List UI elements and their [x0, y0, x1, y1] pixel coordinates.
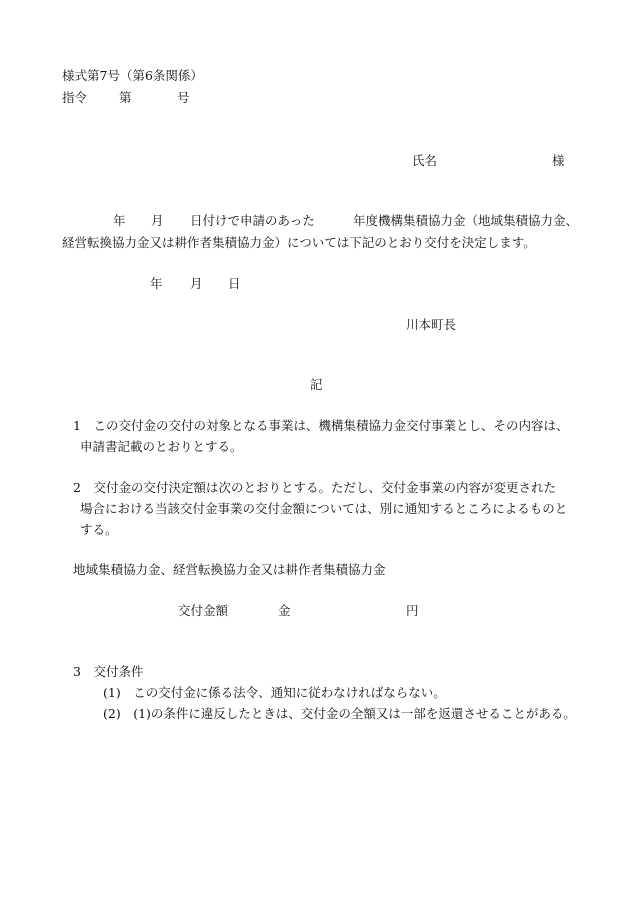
- body-month: 月: [151, 213, 164, 228]
- item-1-line-1: 1 この交付金の交付の対象となる事業は、機構集積協力金交付事業とし、その内容は、: [73, 418, 569, 433]
- body-date-text: 日付けで申請のあった: [190, 213, 315, 228]
- item-2-line-3: する。: [80, 522, 118, 537]
- amount-yen: 円: [406, 603, 419, 618]
- form-number: 様式第7号（第6条関係）: [62, 68, 203, 83]
- body-line-2: 経営転換協力金又は耕作者集積協力金）については下記のとおり交付を決定します。: [62, 235, 536, 250]
- grant-types: 地域集積協力金、経営転換協力金又は耕作者集積協力金: [73, 562, 386, 577]
- condition-2: (2) (1)の条件に違反したときは、交付金の全額又は一部を返還させることがある。: [103, 706, 576, 721]
- recipient-name-label: 氏名: [412, 153, 438, 168]
- amount-label: 交付金額: [178, 603, 229, 618]
- condition-1: (1) この交付金に係る法令、通知に従わなければならない。: [103, 685, 446, 700]
- date-year: 年: [150, 276, 163, 291]
- date-month: 月: [190, 276, 203, 291]
- recipient-honorific: 様: [552, 153, 565, 168]
- item-2-line-1: 2 交付金の交付決定額は次のとおりとする。ただし、交付金事業の内容が変更された: [73, 480, 556, 495]
- directive-label: 指令: [62, 90, 88, 105]
- issuer: 川本町長: [406, 317, 457, 332]
- directive-go: 号: [177, 90, 190, 105]
- date-day: 日: [228, 276, 241, 291]
- ki-heading: 記: [310, 377, 323, 392]
- body-fiscal-text: 年度機構集積協力金（地域集積協力金、: [353, 213, 579, 228]
- item-3-title: 3 交付条件: [73, 664, 144, 679]
- item-2-line-2: 場合における当該交付金事業の交付金額については、別に通知するところによるものと: [80, 501, 568, 516]
- body-year: 年: [113, 213, 126, 228]
- directive-dai: 第: [119, 90, 132, 105]
- item-1-line-2: 申請書記載のとおりとする。: [80, 439, 243, 454]
- amount-kin: 金: [278, 603, 291, 618]
